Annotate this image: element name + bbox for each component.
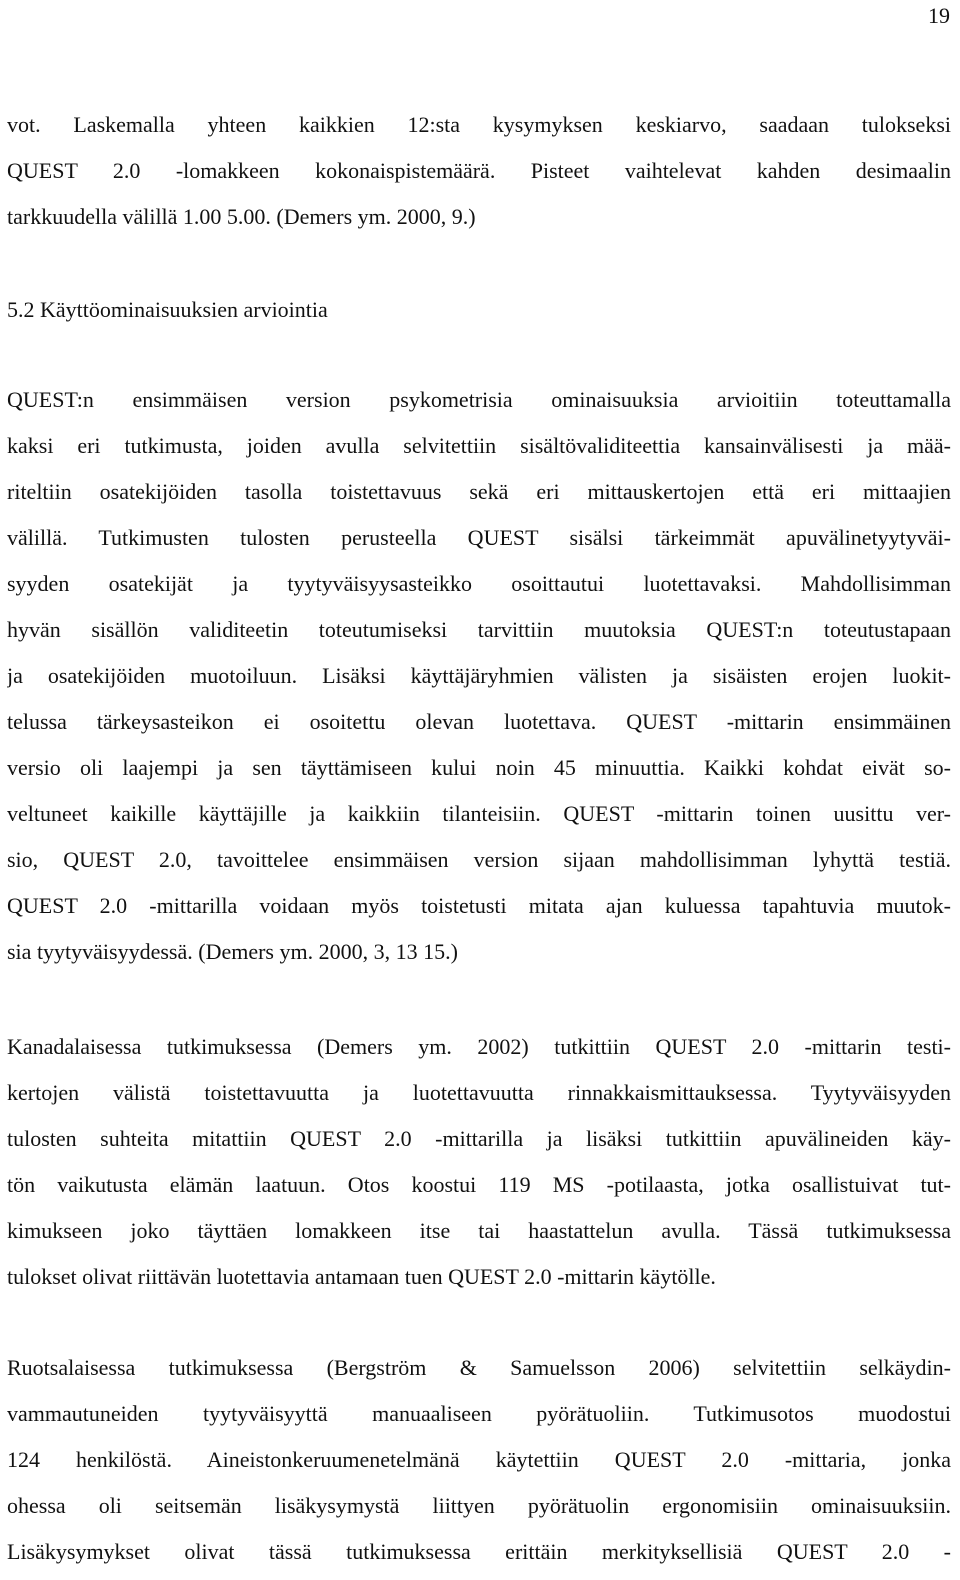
- text-line: kertojen välistä toistettavuutta ja luotettavuutta rinnakkaismittauksessa. Tyytyväisyyden: [7, 1080, 951, 1105]
- text-line: 124 henkilöstä. Aineistonkeruumenetelmänä käytettiin QUEST 2.0 -mittaria, jonka: [7, 1447, 951, 1472]
- paragraph-intro: [7, 102, 951, 240]
- text-line: sia tyytyväisyydessä. (Demers ym. 2000, 3, 13 15.): [7, 939, 458, 964]
- text-line: QUEST 2.0 -lomakkeen kokonaispistemäärä. Pisteet vaihtelevat kahden desimaalin: [7, 158, 951, 183]
- text-line: ja osatekijöiden muotoiluun. Lisäksi käyttäjäryhmien välisten ja sisäisten erojen luokit-: [7, 663, 951, 688]
- text-line: tön vaikutusta elämän laatuun. Otos koostui 119 MS -potilaasta, jotka osallistuivat tut-: [7, 1172, 951, 1197]
- text-line: telussa tärkeysasteikon ei osoitettu olevan luotettava. QUEST -mittarin ensimmäinen: [7, 709, 951, 734]
- text-line: vot. Laskemalla yhteen kaikkien 12:sta kysymyksen keskiarvo, saadaan tulokseksi: [7, 112, 951, 137]
- text-line: versio oli laajempi ja sen täyttämiseen kului noin 45 minuuttia. Kaikki kohdat eivät so-: [7, 755, 951, 780]
- text-line: QUEST 2.0 -mittarilla voidaan myös toistetusti mitata ajan kuluessa tapahtuvia muutok-: [7, 893, 951, 918]
- text-line: tarkkuudella välillä 1.00 5.00. (Demers ym. 2000, 9.): [7, 204, 476, 229]
- paragraph-1: [7, 377, 951, 975]
- page-number: 19: [928, 3, 950, 28]
- paragraph-2: [7, 1024, 951, 1300]
- text-line: sio, QUEST 2.0, tavoittelee ensimmäisen version sijaan mahdollisimman lyhyttä testiä.: [7, 847, 951, 872]
- text-line: tulokset olivat riittävän luotettavia antamaan tuen QUEST 2.0 -mittarin käytölle.: [7, 1264, 716, 1289]
- text-line: vammautuneiden tyytyväisyyttä manuaaliseen pyörätuoliin. Tutkimusotos muodostui: [7, 1401, 951, 1426]
- text-line: Lisäkysymykset olivat tässä tutkimuksessa erittäin merkityksellisiä QUEST 2.0 -: [7, 1539, 951, 1564]
- text-line: kaksi eri tutkimusta, joiden avulla selvitettiin sisältövaliditeettia kansainvälisesti ja mää-: [7, 433, 951, 458]
- text-line: syyden osatekijät ja tyytyväisyysasteikko osoittautui luotettavaksi. Mahdollisimman: [7, 571, 951, 596]
- section-heading: 5.2 Käyttöominaisuuksien arviointia: [7, 297, 328, 322]
- text-line: Ruotsalaisessa tutkimuksessa (Bergström & Samuelsson 2006) selvitettiin selkäydin-: [7, 1355, 951, 1380]
- text-line: riteltiin osatekijöiden tasolla toistettavuus sekä eri mittauskertojen että eri mittaajien: [7, 479, 951, 504]
- text-line: kimukseen joko täyttäen lomakkeen itse tai haastattelun avulla. Tässä tutkimuksessa: [7, 1218, 951, 1243]
- text-line: tulosten suhteita mitattiin QUEST 2.0 -mittarilla ja lisäksi tutkittiin apuvälineiden käy-: [7, 1126, 951, 1151]
- text-line: ohessa oli seitsemän lisäkysymystä liittyen pyörätuolin ergonomisiin ominaisuuksiin.: [7, 1493, 951, 1518]
- text-line: QUEST:n ensimmäisen version psykometrisia ominaisuuksia arvioitiin toteuttamalla: [7, 387, 951, 412]
- text-line: välillä. Tutkimusten tulosten perusteella QUEST sisälsi tärkeimmät apuvälinetyytyväi-: [7, 525, 951, 550]
- text-line: veltuneet kaikille käyttäjille ja kaikkiin tilanteisiin. QUEST -mittarin toinen uusittu ver-: [7, 801, 951, 826]
- paragraph-3: [7, 1345, 951, 1575]
- text-line: Kanadalaisessa tutkimuksessa (Demers ym. 2002) tutkittiin QUEST 2.0 -mittarin testi-: [7, 1034, 951, 1059]
- text-line: hyvän sisällön validiteetin toteutumiseksi tarvittiin muutoksia QUEST:n toteutustapaan: [7, 617, 951, 642]
